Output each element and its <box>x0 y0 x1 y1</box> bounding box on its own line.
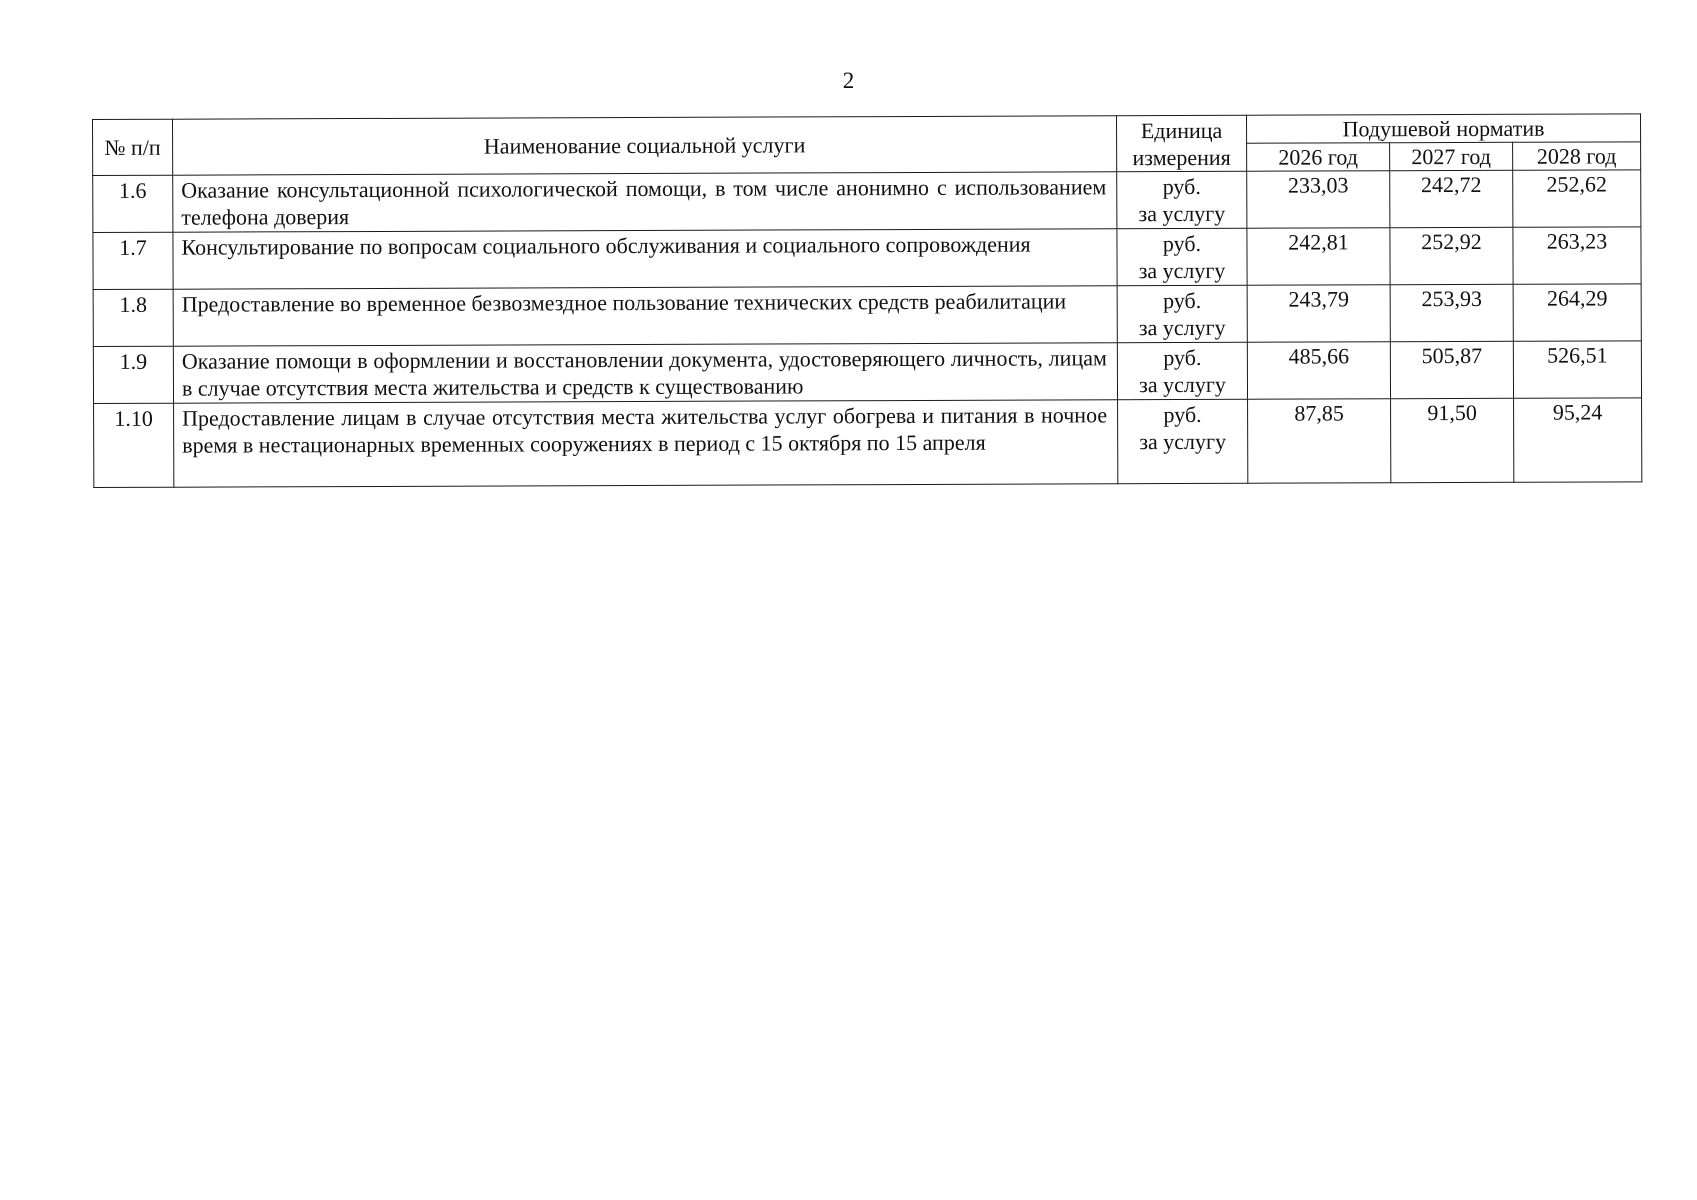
service-name: Предоставление лицам в случае отсутствия места жительства услуг обогрева и питания в ночное время в нестационарных временных сооружениях в период с 15 октября по 15 апреля <box>174 400 1118 487</box>
unit-cell <box>1117 342 1247 399</box>
table-row <box>93 284 1641 347</box>
unit-line-2: за услугу <box>1138 314 1226 341</box>
service-name: Оказание консультационной психологической помощи, в том числе анонимно с использованием телефона доверия <box>173 172 1117 232</box>
unit-line-1: руб. <box>1163 401 1202 428</box>
social-services-norm-table <box>92 113 1642 488</box>
row-number: 1.9 <box>93 346 173 403</box>
value-2026: 242,81 <box>1247 228 1390 286</box>
service-name: Консультирование по вопросам социального обслуживания и социального сопровождения <box>173 229 1117 289</box>
unit-line-1: руб. <box>1162 230 1202 257</box>
header-year-2026: 2026 год <box>1247 143 1390 172</box>
row-number: 1.10 <box>94 403 174 487</box>
value-2027: 253,93 <box>1390 284 1513 341</box>
header-year-2028: 2028 год <box>1513 142 1641 170</box>
row-number: 1.6 <box>93 175 173 232</box>
header-number: № п/п <box>93 119 173 175</box>
value-2027: 91,50 <box>1391 398 1514 482</box>
value-2028: 264,29 <box>1513 284 1641 341</box>
value-2028: 95,24 <box>1514 398 1642 482</box>
unit-line-2: за услугу <box>1138 257 1226 284</box>
table-row <box>93 227 1641 290</box>
value-2026: 233,03 <box>1247 171 1390 229</box>
row-number: 1.7 <box>93 232 173 289</box>
value-2028: 526,51 <box>1513 341 1641 398</box>
value-2028: 252,62 <box>1513 170 1641 227</box>
unit-line-2: за услугу <box>1138 200 1226 227</box>
header-year-2027: 2027 год <box>1390 142 1513 170</box>
unit-cell <box>1118 399 1248 483</box>
value-2026: 87,85 <box>1248 399 1391 484</box>
unit-cell <box>1117 285 1247 342</box>
value-2026: 485,66 <box>1247 342 1390 400</box>
page-number: 2 <box>842 68 855 93</box>
unit-cell <box>1117 228 1247 285</box>
value-2027: 505,87 <box>1390 341 1513 398</box>
unit-line-2: за услугу <box>1139 428 1227 455</box>
service-name: Предоставление во временное безвозмездное пользование технических средств реабилитации <box>173 286 1117 346</box>
table-row <box>94 398 1642 488</box>
unit-line-2: за услугу <box>1139 371 1226 398</box>
header-unit: Единица измерения <box>1116 115 1246 171</box>
row-number: 1.8 <box>93 289 173 346</box>
value-2028: 263,23 <box>1513 227 1641 284</box>
value-2027: 252,92 <box>1390 227 1513 284</box>
unit-line-1: руб. <box>1163 287 1202 314</box>
unit-line-1: руб. <box>1162 173 1201 200</box>
value-2027: 242,72 <box>1390 170 1513 227</box>
unit-cell <box>1117 171 1247 228</box>
table-row <box>93 170 1641 233</box>
header-per-capita-norm: Подушевой норматив <box>1246 114 1640 143</box>
service-name: Оказание помощи в оформлении и восстановлении документа, удостоверяющего личность, лицам в случае отсутствия места жительства и средств к существованию <box>173 343 1117 403</box>
unit-line-1: руб. <box>1163 344 1202 371</box>
value-2026: 243,79 <box>1247 285 1390 343</box>
header-service-name: Наименование социальной услуги <box>173 116 1117 175</box>
table-row <box>93 341 1641 404</box>
